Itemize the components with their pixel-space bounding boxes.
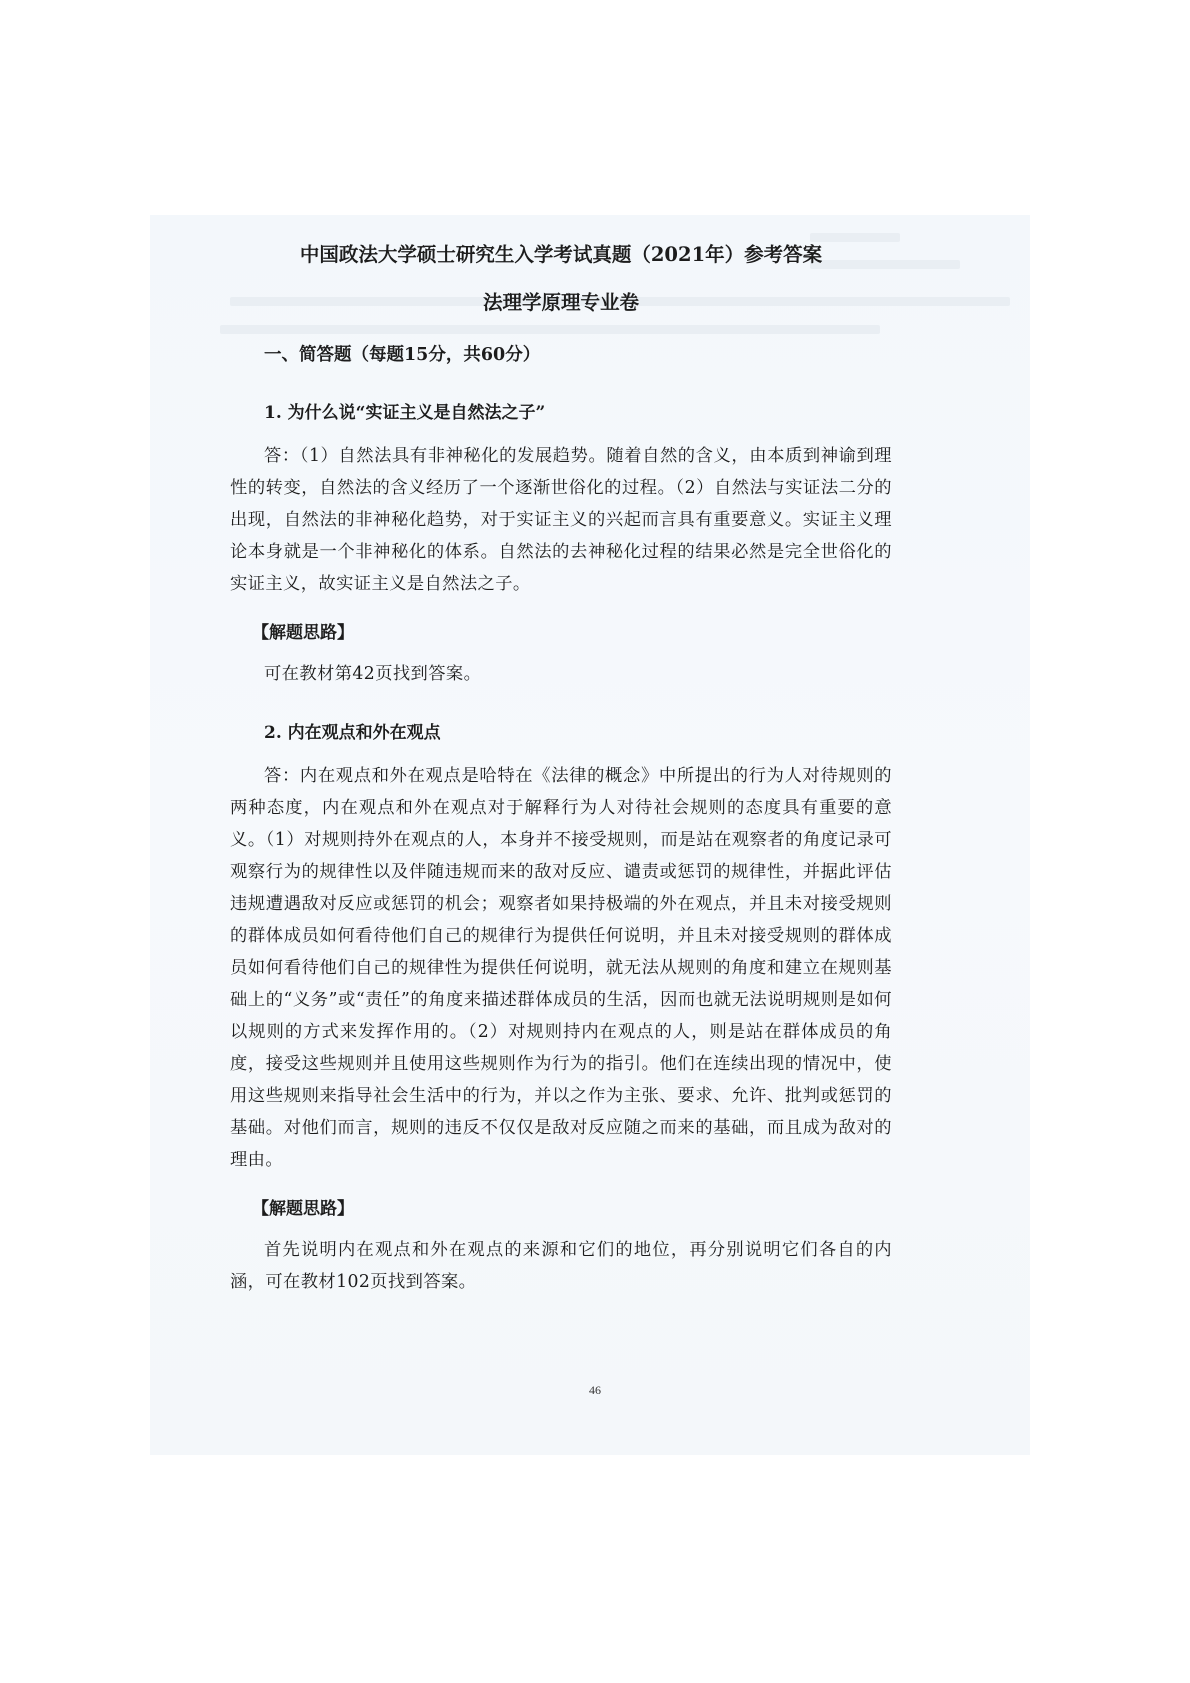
hint-label: 【解题思路】 — [252, 1199, 354, 1219]
hint-label: 【解题思路】 — [252, 623, 354, 643]
question-1 — [230, 398, 892, 690]
document-page — [230, 240, 892, 1298]
question-heading: 1. 为什么说“实证主义是自然法之子” — [264, 403, 546, 423]
question-heading: 2. 内在观点和外在观点 — [264, 723, 441, 743]
section-heading: 一、简答题（每题15分，共60分） — [264, 345, 541, 365]
document-subtitle: 法理学原理专业卷 — [482, 291, 639, 314]
question-2 — [230, 718, 892, 1298]
answer-text: 答：（1）自然法具有非神秘化的发展趋势。随着自然的含义，由本质到神谕到理性的转变，自然法的含义经历了一个逐渐世俗化的过程。（2）自然法与实证法二分的出现，自然法的非神秘化趋势，对于实证主义的兴起而言具有重要意义。实证主义理论本身就是一个非神秘化的体系。自然法的去神秘化过程的结果必然是完全世俗化的实证主义，故实证主义是自然法之子。 — [230, 446, 892, 594]
answer-text: 答：内在观点和外在观点是哈特在《法律的概念》中所提出的行为人对待规则的两种态度，内在观点和外在观点对于解释行为人对待社会规则的态度具有重要的意义。（1）对规则持外在观点的人，本身并不接受规则，而是站在观察者的角度记录可观察行为的规律性以及伴随违规而来的敌对反应、谴责或惩罚的规律性，并据此评估违规遭遇敌对反应或惩罚的机会；观察者如果持极端的外在观点，并且未对接受规则的群体成员如何看待他们自己的规律行为提供任何说明，并且未对接受规则的群体成员如何看待他们自己的规律性为提供任何说明，就无法从规则的角度和建立在规则基础上的“义务”或“责任”的角度来描述群体成员的生活，因而也就无法说明规则是如何以规则的方式来发挥作用的。（2）对规则持内在观点的人，则是站在群体成员的角度，接受这些规则并且使用这些规则作为行为的指引。他们在连续出现的情况中，使用这些规则来指导社会生活中的行为，并以之作为主张、要求、允许、批判或惩罚的基础。对他们而言，规则的违反不仅仅是敌对反应随之而来的基础，而且成为敌对的理由。 — [230, 766, 892, 1170]
page-number: 46 — [589, 1383, 601, 1397]
hint-text: 首先说明内在观点和外在观点的来源和它们的地位，再分别说明它们各自的内涵，可在教材102页找到答案。 — [230, 1240, 892, 1292]
document-title: 中国政法大学硕士研究生入学考试真题（2021年）参考答案 — [299, 243, 823, 266]
hint-text: 可在教材第42页找到答案。 — [264, 664, 482, 684]
